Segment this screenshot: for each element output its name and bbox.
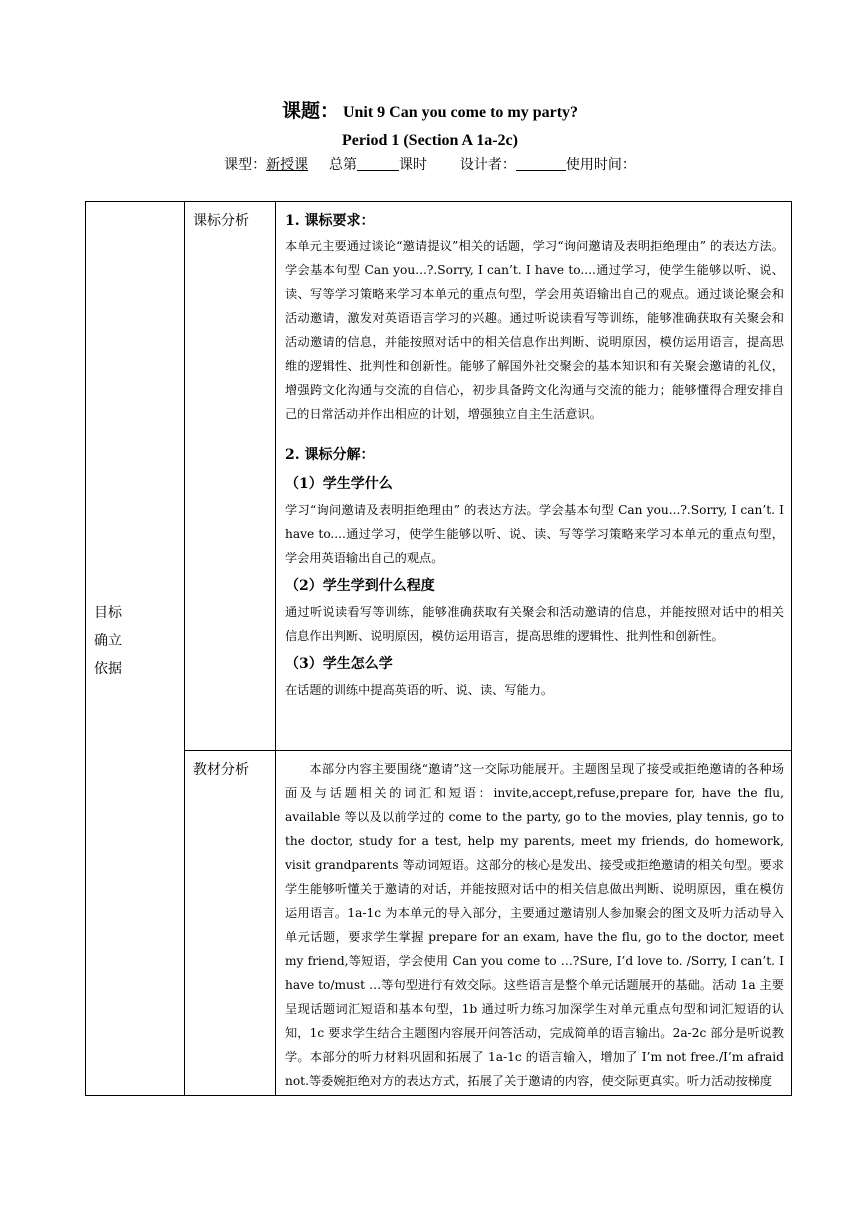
curriculum-content-cell — [276, 202, 792, 751]
total-label: 总第 — [329, 157, 357, 173]
designer-label: 设计者： — [459, 157, 516, 173]
lesson-title-label: 课题： — [281, 100, 339, 122]
curriculum-label: 课标分析 — [193, 213, 249, 229]
textbook-label: 教材分析 — [193, 762, 249, 778]
extent-text: 通过听说读看写等训练，能够准确获取有关聚会和活动邀请的信息，并能按照对话中的相关信息作出判断、说明原因，模仿运用语言，提高思维的逻辑性、批判性和创新性。 — [285, 605, 784, 643]
requirements-text: 本单元主要通过谈论“邀请提议”相关的话题，学习“询问邀请及表明拒绝理由” 的表达方法。学会基本句型 Can you...?.Sorry, I can’t. I have to....通过学习，使学生能够以听、说、读、写等学习策略来学习本单元的重点句型，学会用英语输出自己的观点。通过谈论聚会和活动邀请，激发对英语语言学习的兴趣。通过听说读看写等训练，能够准确获取有关聚会和活动邀请的信息，并能按照对话中的相关信息作出判断、说明原因，模仿运用语言，提高思维的逻辑性、批判性和创新性。能够了解国外社交聚会的基本知识和有关聚会邀请的礼仪，增强跨文化沟通与交流的自信心，初步具备跨文化沟通与交流的能力；能够懂得合理安排自己的日常活动并作出相应的计划，增强独立自主生活意识。 — [285, 239, 784, 421]
curriculum-label-cell — [185, 202, 276, 751]
lesson-title — [0, 96, 860, 123]
how-text: 在话题的训练中提高英语的听、说、读、写能力。 — [285, 683, 554, 697]
how-heading: （3）学生怎么学 — [285, 656, 393, 672]
breakdown-heading: 2. 课标分解： — [285, 447, 375, 463]
total-blank — [357, 156, 399, 171]
extent-heading: （2）学生学到什么程度 — [285, 578, 435, 594]
row-header-line: 确立 — [94, 632, 122, 649]
textbook-content-cell — [276, 751, 792, 1096]
requirements-heading: 1. 课标要求： — [285, 213, 375, 229]
row-header-line: 依据 — [94, 660, 122, 677]
table-row — [86, 751, 792, 1096]
date-label: 使用时间： — [565, 157, 636, 173]
textbook-label-cell — [185, 751, 276, 1096]
lesson-plan-table — [85, 201, 792, 1096]
what-heading: （1）学生学什么 — [285, 476, 393, 492]
lesson-meta — [0, 154, 860, 174]
row-header-line: 目标 — [94, 604, 122, 621]
type-label: 课型： — [224, 157, 267, 173]
designer-blank — [516, 156, 566, 171]
table-row — [86, 202, 792, 751]
textbook-text: 本部分内容主要围绕“邀请”这一交际功能展开。主题图呈现了接受或拒绝邀请的各种场面及与话题相关的词汇和短语：invite,accept,refuse,prepare for, have the flu, available 等以及以前学过的 come to the party, go to the movies, play tennis, go to the doctor, study for a test, help my parents, meet my friends, do homework, visit grandparents 等动词短语。这部分的核心是发出、接受或拒绝邀请的相关句型。要求学生能够听懂关于邀请的对话，并能按照对话中的相关信息做出判断、说明原因，重在模仿运用语言。1a-1c 为本单元的导入部分，主要通过邀请别人参加聚会的图文及听力活动导入单元话题，要求学生掌握 prepare for an exam, have the flu, go to the doctor, meet my friend,等短语，学会使用 Can you come to …?Sure, I’d love to. /Sorry, I can’t. I have to/must …等句型进行有效交际。这些语言是整个单元话题展开的基础。活动 1a 主要呈现话题词汇短语和基本句型，1b 通过听力练习加深学生对单元重点句型和词汇短语的认知，1c 要求学生结合主题图内容展开问答活动，完成简单的语言输出。2a-2c 部分是听说教学。本部分的听力材料巩固和拓展了 1a-1c 的语言输入，增加了 I’m not free./I’m afraid not.等委婉拒绝对方的表达方式，拓展了关于邀请的内容，使交际更真实。听力活动按梯度 — [285, 762, 784, 1088]
hours-label: 课时 — [399, 157, 427, 173]
period-subtitle: Period 1 (Section A 1a-2c) — [342, 132, 518, 149]
row-header-cell — [86, 202, 185, 1096]
lesson-title-text: Unit 9 Can you come to my party? — [342, 104, 579, 121]
what-text: 学习“询问邀请及表明拒绝理由” 的表达方法。学会基本句型 Can you...?.Sorry, I can’t. I have to....通过学习，使学生能够以听、说、读、写等学习策略来学习本单元的重点句型，学会用英语输出自己的观点。 — [285, 503, 784, 565]
type-value: 新授课 — [266, 157, 309, 173]
